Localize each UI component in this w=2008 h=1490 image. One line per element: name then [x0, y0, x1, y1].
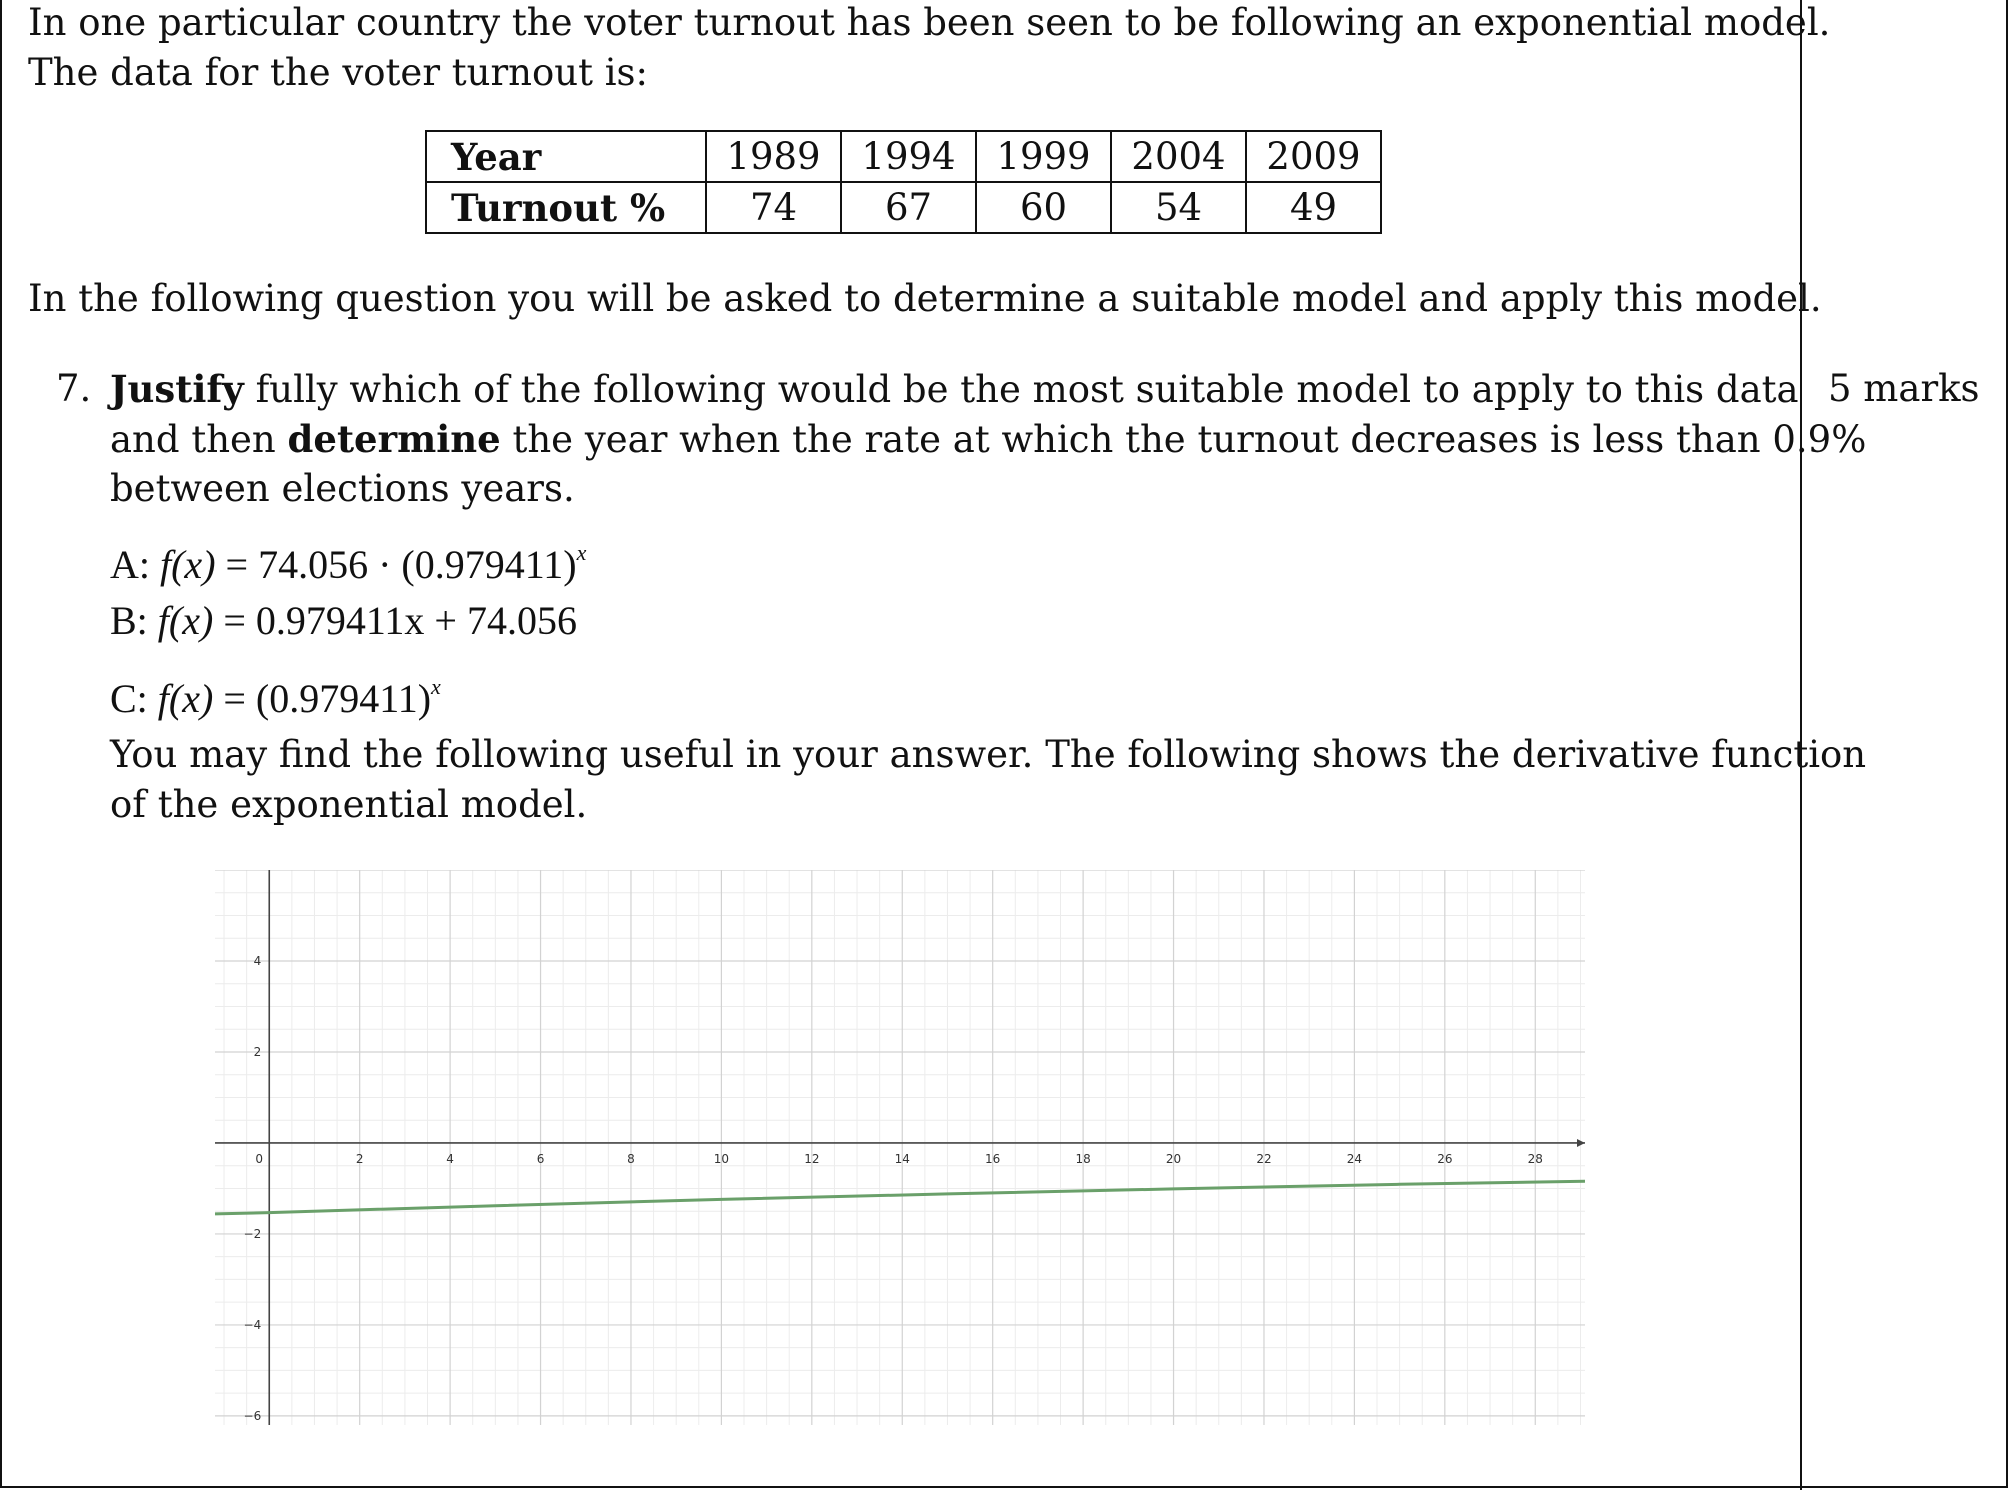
y-tick-label: 4: [253, 953, 262, 968]
x-tick-label: 14: [894, 1151, 910, 1166]
function-notation: f(x): [157, 598, 214, 643]
turnout-cell: 67: [841, 182, 976, 233]
x-tick-label: 24: [1346, 1151, 1363, 1166]
option-b-expression: = 0.979411x + 74.056: [213, 598, 577, 643]
determine-keyword: determine: [287, 417, 501, 461]
y-tick-label: −2: [243, 1226, 262, 1241]
question-line-2-text: the year when the rate at which the turnout decreases is less than 0.9%: [500, 418, 1867, 461]
function-notation: f(x): [157, 676, 214, 721]
y-tick-label: −4: [243, 1317, 262, 1332]
option-c-expression: = (0.979411): [213, 676, 432, 721]
justify-keyword: Justify: [110, 367, 244, 411]
turnout-table: [425, 130, 1382, 234]
option-b-label: B:: [110, 598, 148, 643]
x-tick-label: 22: [1256, 1151, 1272, 1166]
x-tick-label: 6: [536, 1151, 545, 1166]
y-tick-label: 2: [253, 1044, 262, 1059]
x-axis-arrow: [1577, 1139, 1585, 1147]
derivative-curve: [215, 1181, 1585, 1214]
year-cell: 1999: [976, 131, 1111, 182]
question-number: 7.: [56, 367, 92, 410]
x-tick-label: 4: [446, 1151, 454, 1166]
turnout-cell: 60: [976, 182, 1111, 233]
option-c: [110, 662, 441, 724]
x-tick-label: 18: [1075, 1151, 1091, 1166]
question-line-1: [110, 364, 1799, 415]
following-instructions: In the following question you will be asked to determine a suitable model and apply this model.: [28, 277, 1822, 320]
question-line-3: between elections years.: [110, 467, 575, 510]
turnout-row-label: Turnout %: [426, 182, 706, 233]
year-row: [426, 131, 1381, 182]
intro-line-1: In one particular country the voter turnout has been seen to be following an exponential model.: [28, 1, 1831, 44]
option-b: [110, 596, 577, 646]
year-row-label: Year: [426, 131, 706, 182]
useful-line-1: You may find the following useful in your answer. The following shows the derivative function: [110, 733, 1867, 776]
intro-line-2: The data for the voter turnout is:: [28, 51, 649, 94]
question-line-1-text: fully which of the following would be the most suitable model to apply to this data: [243, 368, 1799, 411]
question-line-2: [110, 414, 1866, 465]
x-tick-label: 0: [255, 1151, 264, 1166]
derivative-chart: [215, 870, 1595, 1430]
x-tick-label: 16: [985, 1151, 1001, 1166]
x-tick-label: 2: [355, 1151, 364, 1166]
year-cell: 1994: [841, 131, 976, 182]
marks-label: 5 marks: [1828, 367, 1980, 410]
useful-line-2: of the exponential model.: [110, 783, 588, 826]
turnout-cell: 74: [706, 182, 841, 233]
x-tick-label: 28: [1527, 1151, 1543, 1166]
x-tick-label: 12: [804, 1151, 820, 1166]
year-cell: 2004: [1111, 131, 1246, 182]
exponent: x: [576, 540, 587, 565]
exponent: x: [431, 674, 441, 699]
turnout-row: [426, 182, 1381, 233]
x-tick-label: 20: [1165, 1151, 1182, 1166]
turnout-cell: 54: [1111, 182, 1246, 233]
option-a-label: A:: [110, 542, 150, 587]
turnout-cell: 49: [1246, 182, 1381, 233]
x-tick-label: 26: [1437, 1151, 1453, 1166]
x-tick-label: 10: [713, 1151, 730, 1166]
question-line-2-start: and then: [110, 418, 288, 461]
option-c-label: C:: [110, 676, 148, 721]
option-a-expression: = 74.056 · (0.979411): [215, 542, 577, 587]
y-tick-label: −6: [243, 1408, 262, 1423]
option-a: [110, 528, 586, 590]
function-notation: f(x): [160, 542, 216, 587]
year-cell: 1989: [706, 131, 841, 182]
x-tick-label: 8: [627, 1151, 635, 1166]
year-cell: 2009: [1246, 131, 1381, 182]
